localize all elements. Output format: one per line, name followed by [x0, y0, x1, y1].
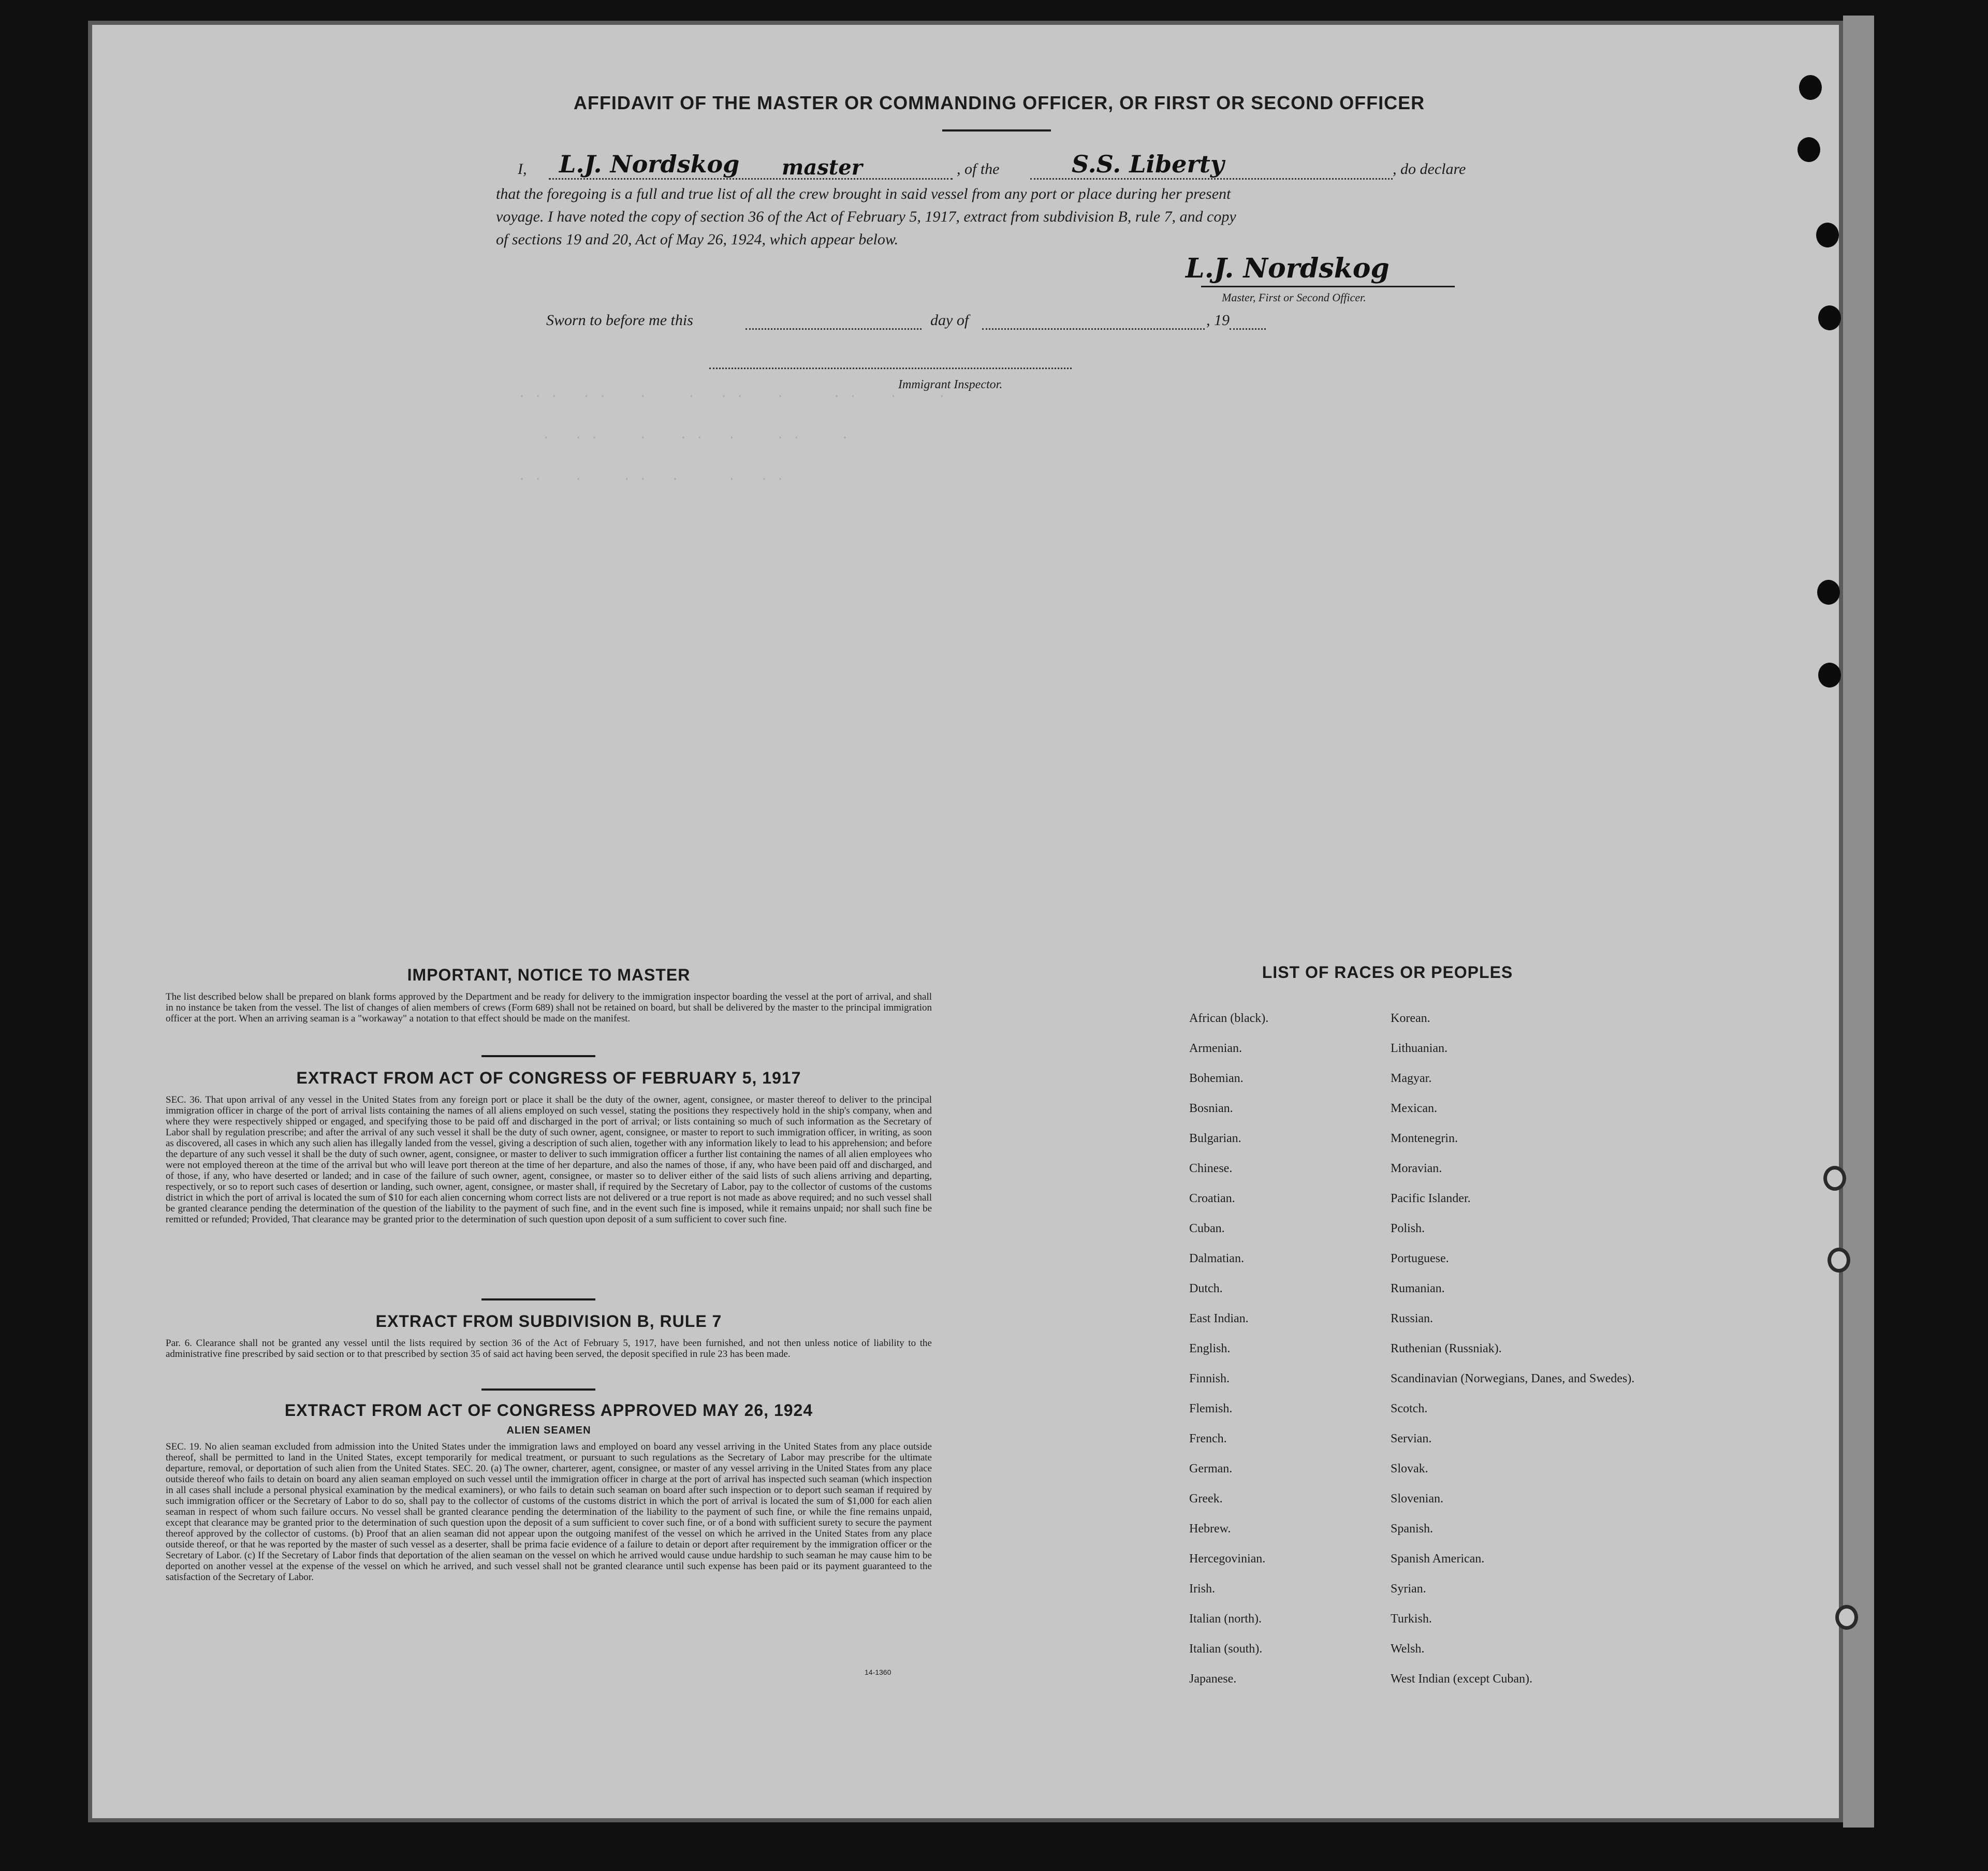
- race-item: Irish.: [1189, 1582, 1215, 1596]
- race-item: Syrian.: [1391, 1582, 1426, 1596]
- page-edge: [1843, 16, 1874, 1828]
- affidavit-line2: that the foregoing is a full and true list of all the crew brought in said vessel from any port or place during her present: [496, 185, 1231, 202]
- race-item: Dalmatian.: [1189, 1252, 1244, 1265]
- race-item: Armenian.: [1189, 1042, 1242, 1055]
- race-item: Pacific Islander.: [1391, 1192, 1471, 1205]
- race-item: Bohemian.: [1189, 1072, 1244, 1085]
- sworn-date-field: [746, 317, 922, 330]
- race-item: Moravian.: [1391, 1162, 1442, 1175]
- race-item: Hebrew.: [1189, 1522, 1231, 1536]
- race-item: Portuguese.: [1391, 1252, 1449, 1265]
- label-sworn: Sworn to before me this: [546, 312, 693, 329]
- signature-caption: Master, First or Second Officer.: [1222, 291, 1366, 304]
- label-day-of: day of: [930, 312, 969, 329]
- section-rule: [481, 1388, 595, 1391]
- act-1917-title: EXTRACT FROM ACT OF CONGRESS OF FEBRUARY 5, 1917: [296, 1069, 801, 1087]
- bleed-through-text: . . . . . . . . . . . . . . . . . . . . . . . . . . . . . . . . .: [518, 386, 946, 484]
- signature-rule: [1201, 286, 1455, 287]
- race-item: Lithuanian.: [1391, 1042, 1448, 1055]
- affidavit-title: AFFIDAVIT OF THE MASTER OR COMMANDING OFFICER, OR FIRST OR SECOND OFFICER: [573, 92, 1425, 113]
- race-item: Bulgarian.: [1189, 1132, 1241, 1145]
- inspector-signature-line: [709, 362, 1072, 369]
- race-item: Welsh.: [1391, 1642, 1425, 1656]
- race-item: Greek.: [1189, 1492, 1223, 1505]
- race-item: Slovak.: [1391, 1462, 1428, 1475]
- race-item: Servian.: [1391, 1432, 1432, 1445]
- label-do-declare: , do declare: [1393, 160, 1466, 178]
- race-item: Scotch.: [1391, 1402, 1428, 1415]
- label-i: I,: [518, 160, 527, 178]
- race-item: East Indian.: [1189, 1312, 1249, 1325]
- race-item: Finnish.: [1189, 1372, 1230, 1385]
- race-item: Montenegrin.: [1391, 1132, 1458, 1145]
- binder-ring-hole: [1828, 1248, 1850, 1273]
- binder-hole: [1816, 223, 1839, 247]
- binder-ring-hole: [1835, 1605, 1858, 1630]
- race-item: Chinese.: [1189, 1162, 1233, 1175]
- races-title: LIST OF RACES OR PEOPLES: [1262, 963, 1513, 982]
- sworn-month-field: [982, 317, 1205, 330]
- race-item: Slovenian.: [1391, 1492, 1443, 1505]
- notice-title: IMPORTANT, NOTICE TO MASTER: [407, 966, 691, 984]
- affidavit-line4: of sections 19 and 20, Act of May 26, 1924, which appear below.: [496, 231, 899, 248]
- title-rule: [942, 129, 1051, 131]
- race-item: African (black).: [1189, 1012, 1269, 1025]
- section-rule: [481, 1298, 595, 1300]
- race-item: Bosnian.: [1189, 1102, 1233, 1115]
- binder-hole: [1799, 75, 1822, 100]
- sworn-year-field: [1230, 317, 1266, 330]
- race-item: Italian (north).: [1189, 1612, 1262, 1626]
- affidavit-line1: [518, 150, 1501, 185]
- label-of-the: , of the: [957, 160, 1000, 178]
- binder-hole: [1818, 663, 1841, 688]
- race-item: West Indian (except Cuban).: [1391, 1672, 1532, 1686]
- race-item: Magyar.: [1391, 1072, 1432, 1085]
- binder-hole: [1818, 305, 1841, 330]
- race-item: Spanish.: [1391, 1522, 1434, 1536]
- act-1924-title: EXTRACT FROM ACT OF CONGRESS APPROVED MAY 26, 1924: [284, 1401, 813, 1420]
- master-name-handwritten: L.J. Nordskog: [559, 150, 740, 178]
- race-item: Russian.: [1391, 1312, 1434, 1325]
- race-item: Hercegovinian.: [1189, 1552, 1266, 1566]
- race-item: Polish.: [1391, 1222, 1425, 1235]
- race-item: Rumanian.: [1391, 1282, 1445, 1295]
- binder-hole: [1797, 137, 1820, 162]
- act-1917-text: SEC. 36. That upon arrival of any vessel in the United States from any foreign port or place it shall be the duty of the owner, agent, consignee, or master thereof to deliver to the principal immigration officer in charge of the port of arrival lists containing the names of all aliens employed on such vessel, stating the positions they respectively hold in the ship's company, when and where they were respectively shipped or engaged, and specifying those to be paid off and discharged in the port of arrival; or lists containing so much of such information as the Secretary of Labor shall by regulation prescribe; and after the arrival of any such vessel it shall be the duty of such owner, agent, consignee, or master to report to such immigration officer, in writing, as soon as discovered, all cases in which any such alien has illegally landed from the vessel, giving a description of such alien, together with any information likely to lead to his apprehension; and before the departure of any such vessel it shall be the duty of such owner, agent, consignee, or master to deliver to such immigration officer a further list containing the names of all alien employees who were not employed thereon at the time of the arrival but who will leave port thereon at the time of her departure, and also the names of those, if any, who have been paid off and discharged, and of those, if any, who have deserted or landed; and in case of the failure of such owner, agent, consignee, or master so to deliver either of the said lists of such aliens arriving and departing, respectively, or so to report such cases of desertion or landing, such owner, agent, consignee, or master shall, if required by the Secretary of Labor, pay to the collector of customs of the customs district in which the port of arrival is located the sum of $10 for each alien concerning whom correct lists are not delivered or a true report is not made as above required; and no such vessel shall be granted clearance pending the determination of the question of the liability to the payment of such fine, and in the event such fine is imposed, while it remains unpaid; nor shall such fine be remitted or refunded; Provided, That clearance may be granted prior to the determination of such question upon deposit of a sum sufficient to cover such fine.: [166, 1094, 932, 1225]
- act-1924-subtitle: ALIEN SEAMEN: [506, 1425, 591, 1436]
- race-item: English.: [1189, 1342, 1231, 1355]
- act-1924-text: SEC. 19. No alien seaman excluded from admission into the United States under the immigration laws and employed on board any vessel arriving in the United States from any place outside thereof, shall be permitted to land in the United States, except temporarily for medical treatment, or pursuant to such regulations as the Secretary of Labor may prescribe for the ultimate departure, removal, or deportation of such alien from the United States. SEC. 20. (a) The owner, charterer, agent, consignee, or master of any vessel arriving in the United States from any place outside thereof who fails to detain on board any alien seaman employed on such vessel until the immigration officer in charge at the port of arrival has inspected such seaman (which inspection in all cases shall include a personal physical examination by the medical examiners), or who fails to detain such seaman on board after such inspection or to deport such seaman if required by such immigration officer or the Secretary of Labor to do so, shall pay to the collector of customs of the customs district in which the port of arrival is located the sum of $1,000 for each alien seaman in respect of whom such failure occurs. No vessel shall be granted clearance pending the determination of the liability to the payment of such fine, or while the fine remains unpaid, except that clearance may be granted prior to the determination of such question upon the deposit of a sum sufficient to cover such fine, or of a bond with sufficient surety to secure the payment thereof approved by the collector of customs. (b) Proof that an alien seaman did not appear upon the outgoing manifest of the vessel on which he arrived in the United States from any place outside thereof, or that he was reported by the master of such vessel as a deserter, shall be prima facie evidence of a failure to detain or deport after requirement by the immigration officer or the Secretary of Labor. (c) If the Secretary of Labor finds that deportation of the alien seaman on the vessel on which he arrived would cause undue hardship to such seaman he may cause him to be deported on another vessel at the expense of the vessel on which he arrived, and such vessel shall not be granted clearance until such expense has been paid or its payment guaranteed to the satisfaction of the Secretary of Labor.: [166, 1441, 932, 1583]
- races-column-1: [1189, 1012, 1386, 1701]
- race-item: Dutch.: [1189, 1282, 1223, 1295]
- race-item: Ruthenian (Russniak).: [1391, 1342, 1502, 1355]
- race-item: Korean.: [1391, 1012, 1430, 1025]
- race-item: Croatian.: [1189, 1192, 1235, 1205]
- section-rule: [481, 1055, 595, 1057]
- affidavit-line3: voyage. I have noted the copy of section 36 of the Act of February 5, 1917, extract from subdivision B, rule 7, and copy: [496, 208, 1236, 225]
- race-item: Scandinavian (Norwegians, Danes, and Swedes).: [1391, 1372, 1635, 1385]
- label-year: , 19: [1206, 312, 1230, 329]
- race-item: Turkish.: [1391, 1612, 1432, 1626]
- races-column-2: [1391, 1012, 1649, 1701]
- inspector-caption: Immigrant Inspector.: [898, 378, 1003, 391]
- race-item: Spanish American.: [1391, 1552, 1485, 1566]
- binder-hole: [1817, 580, 1840, 605]
- race-item: Cuban.: [1189, 1222, 1225, 1235]
- officer-signature: L.J. Nordskog: [1186, 253, 1390, 284]
- notice-text: The list described below shall be prepared on blank forms approved by the Department and be ready for delivery to the immigration inspector boarding the vessel at the port of arrival, and shall in no instance be taken from the vessel. The list of changes of alien members of crews (Form 689) shall not be retained on board, but shall be delivered by the master to the principal immigration officer at the port. When an arriving seaman is a "workaway" a notation to that effect should be made on the manifest.: [166, 991, 932, 1024]
- rule-7-title: EXTRACT FROM SUBDIVISION B, RULE 7: [375, 1312, 722, 1331]
- sworn-line: [546, 312, 1271, 332]
- race-item: German.: [1189, 1462, 1233, 1475]
- master-rank-handwritten: master: [782, 155, 863, 180]
- race-item: Mexican.: [1391, 1102, 1437, 1115]
- race-item: Japanese.: [1189, 1672, 1237, 1686]
- race-item: Flemish.: [1189, 1402, 1233, 1415]
- rule-7-text: Par. 6. Clearance shall not be granted any vessel until the lists required by section 36 of the Act of February 5, 1917, have been furnished, and not then unless notice of liability to the administrative fine prescribed by said section or to that prescribed by section 35 of said act having been served, the deposit specified in rule 23 has been made.: [166, 1338, 932, 1360]
- binder-ring-hole: [1823, 1166, 1846, 1191]
- vessel-handwritten: S.S. Liberty: [1072, 150, 1224, 178]
- form-number: 14-1360: [865, 1668, 891, 1676]
- race-item: Italian (south).: [1189, 1642, 1263, 1656]
- race-item: French.: [1189, 1432, 1227, 1445]
